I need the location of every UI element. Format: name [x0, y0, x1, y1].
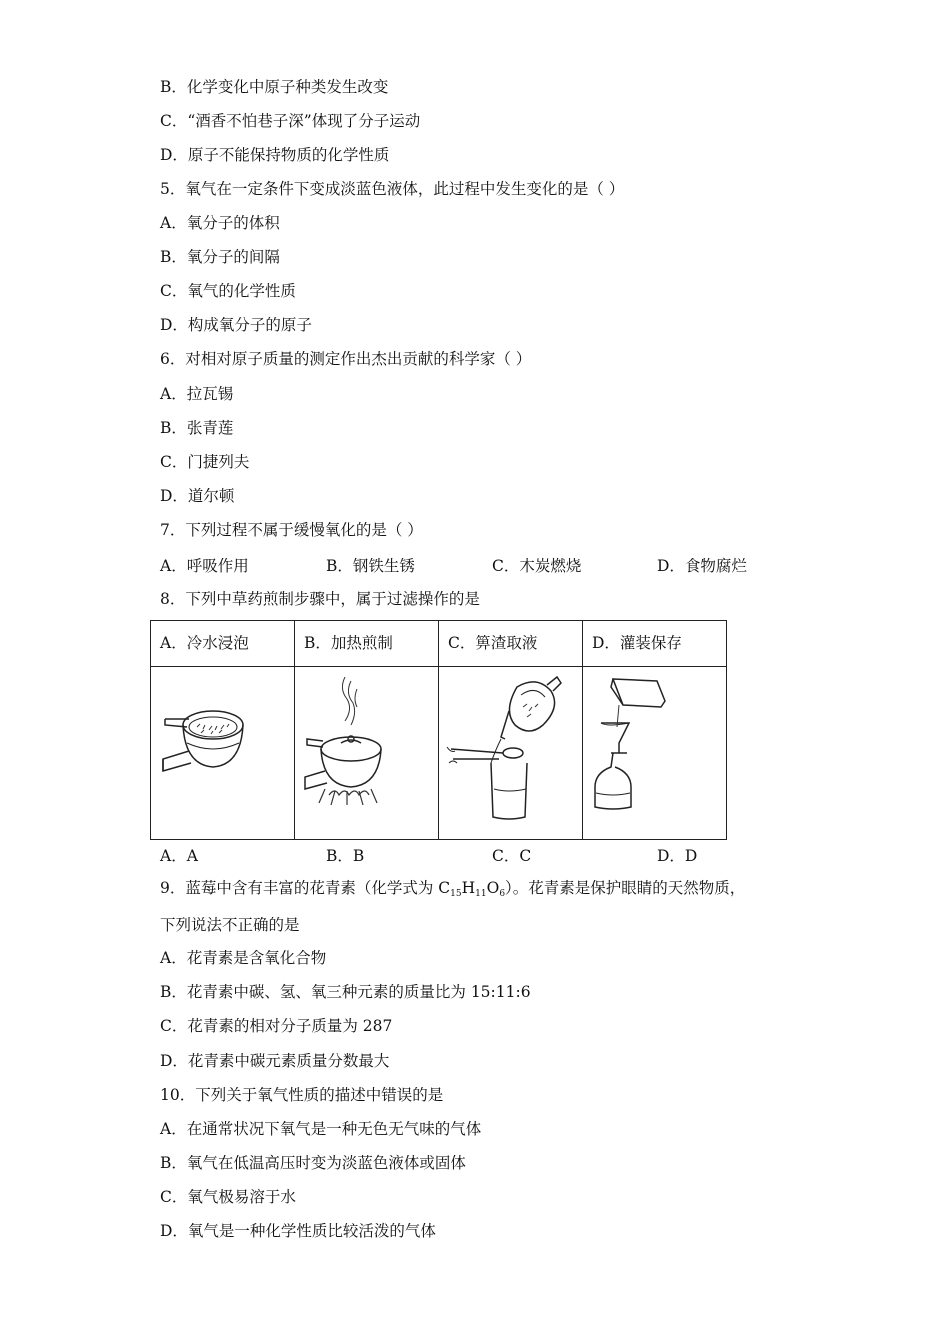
q5-stem: 5．氧气在一定条件下变成淡蓝色液体，此过程中发生变化的是（ ）: [160, 180, 625, 198]
soaking-pot-illustration: [151, 667, 294, 839]
herb-cell-b-image: [295, 667, 439, 840]
q8-stem: 8．下列中草药煎制步骤中，属于过滤操作的是: [160, 590, 480, 608]
q9-stem: 9．蓝莓中含有丰富的花青素（化学式为 $C_{15}H_{11}O_6$）。花青素是保护眼睛的天然物质，: [160, 879, 746, 899]
q10-option-d: D．氧气是一种化学性质比较活泼的气体: [160, 1222, 436, 1240]
herb-cell-c-image: [439, 667, 583, 840]
herb-cell-d-image: [583, 667, 727, 840]
q8-option-b: B．B: [326, 847, 365, 865]
herb-cell-a-header: A．冷水浸泡: [151, 621, 295, 667]
q7-stem: 7．下列过程不属于缓慢氧化的是（ ）: [160, 521, 423, 539]
q5-option-d: D．构成氧分子的原子: [160, 316, 312, 334]
q9-option-d: D．花青素中碳元素质量分数最大: [160, 1052, 390, 1070]
q7-option-a: A．呼吸作用: [160, 557, 249, 575]
herb-cell-d-header: D．灌装保存: [583, 621, 727, 667]
q6-option-a: A．拉瓦锡: [160, 385, 234, 403]
q5-option-b: B．氧分子的间隔: [160, 248, 280, 266]
q10-option-c: C．氧气极易溶于水: [160, 1188, 296, 1206]
q9-option-c: C．花青素的相对分子质量为 287: [160, 1017, 393, 1035]
herb-cell-a-image: [151, 667, 295, 840]
herb-cell-c-header: C．箅渣取液: [439, 621, 583, 667]
q6-option-b: B．张青莲: [160, 419, 234, 437]
q5-option-a: A．氧分子的体积: [160, 214, 280, 232]
q6-option-d: D．道尔顿: [160, 487, 235, 505]
q9-option-a: A．花青素是含氧化合物: [160, 949, 327, 967]
q8-option-a: A．A: [160, 847, 198, 865]
q5-option-c: C．氧气的化学性质: [160, 282, 296, 300]
filtering-illustration: [439, 667, 582, 839]
q8-option-c: C．C: [492, 847, 532, 865]
herb-steps-table: [150, 620, 727, 840]
q10-option-b: B．氧气在低温高压时变为淡蓝色液体或固体: [160, 1154, 466, 1172]
q6-stem: 6．对相对原子质量的测定作出杰出贡献的科学家（ ）: [160, 350, 532, 368]
q8-option-d: D．D: [657, 847, 698, 865]
q4-option-d: D．原子不能保持物质的化学性质: [160, 146, 390, 164]
bottling-illustration: [583, 667, 726, 839]
herb-cell-b-header: B．加热煎制: [295, 621, 439, 667]
q7-option-c: C．木炭燃烧: [492, 557, 582, 575]
q10-stem: 10．下列关于氧气性质的描述中错误的是: [160, 1086, 444, 1104]
q4-option-c: C．“酒香不怕巷子深”体现了分子运动: [160, 112, 421, 130]
q7-option-d: D．食物腐烂: [657, 557, 747, 575]
q8-options: [160, 844, 800, 864]
q4-option-b: B．化学变化中原子种类发生改变: [160, 78, 389, 96]
q7-options: [160, 554, 800, 574]
q9-option-b: B．花青素中碳、氢、氧三种元素的质量比为 15:11:6: [160, 983, 531, 1001]
heating-pot-illustration: [295, 667, 438, 839]
q10-option-a: A．在通常状况下氧气是一种无色无气味的气体: [160, 1120, 482, 1138]
q6-option-c: C．门捷列夫: [160, 453, 250, 471]
q9-stem-continued: 下列说法不正确的是: [160, 916, 300, 934]
q7-option-b: B．钢铁生锈: [326, 557, 415, 575]
